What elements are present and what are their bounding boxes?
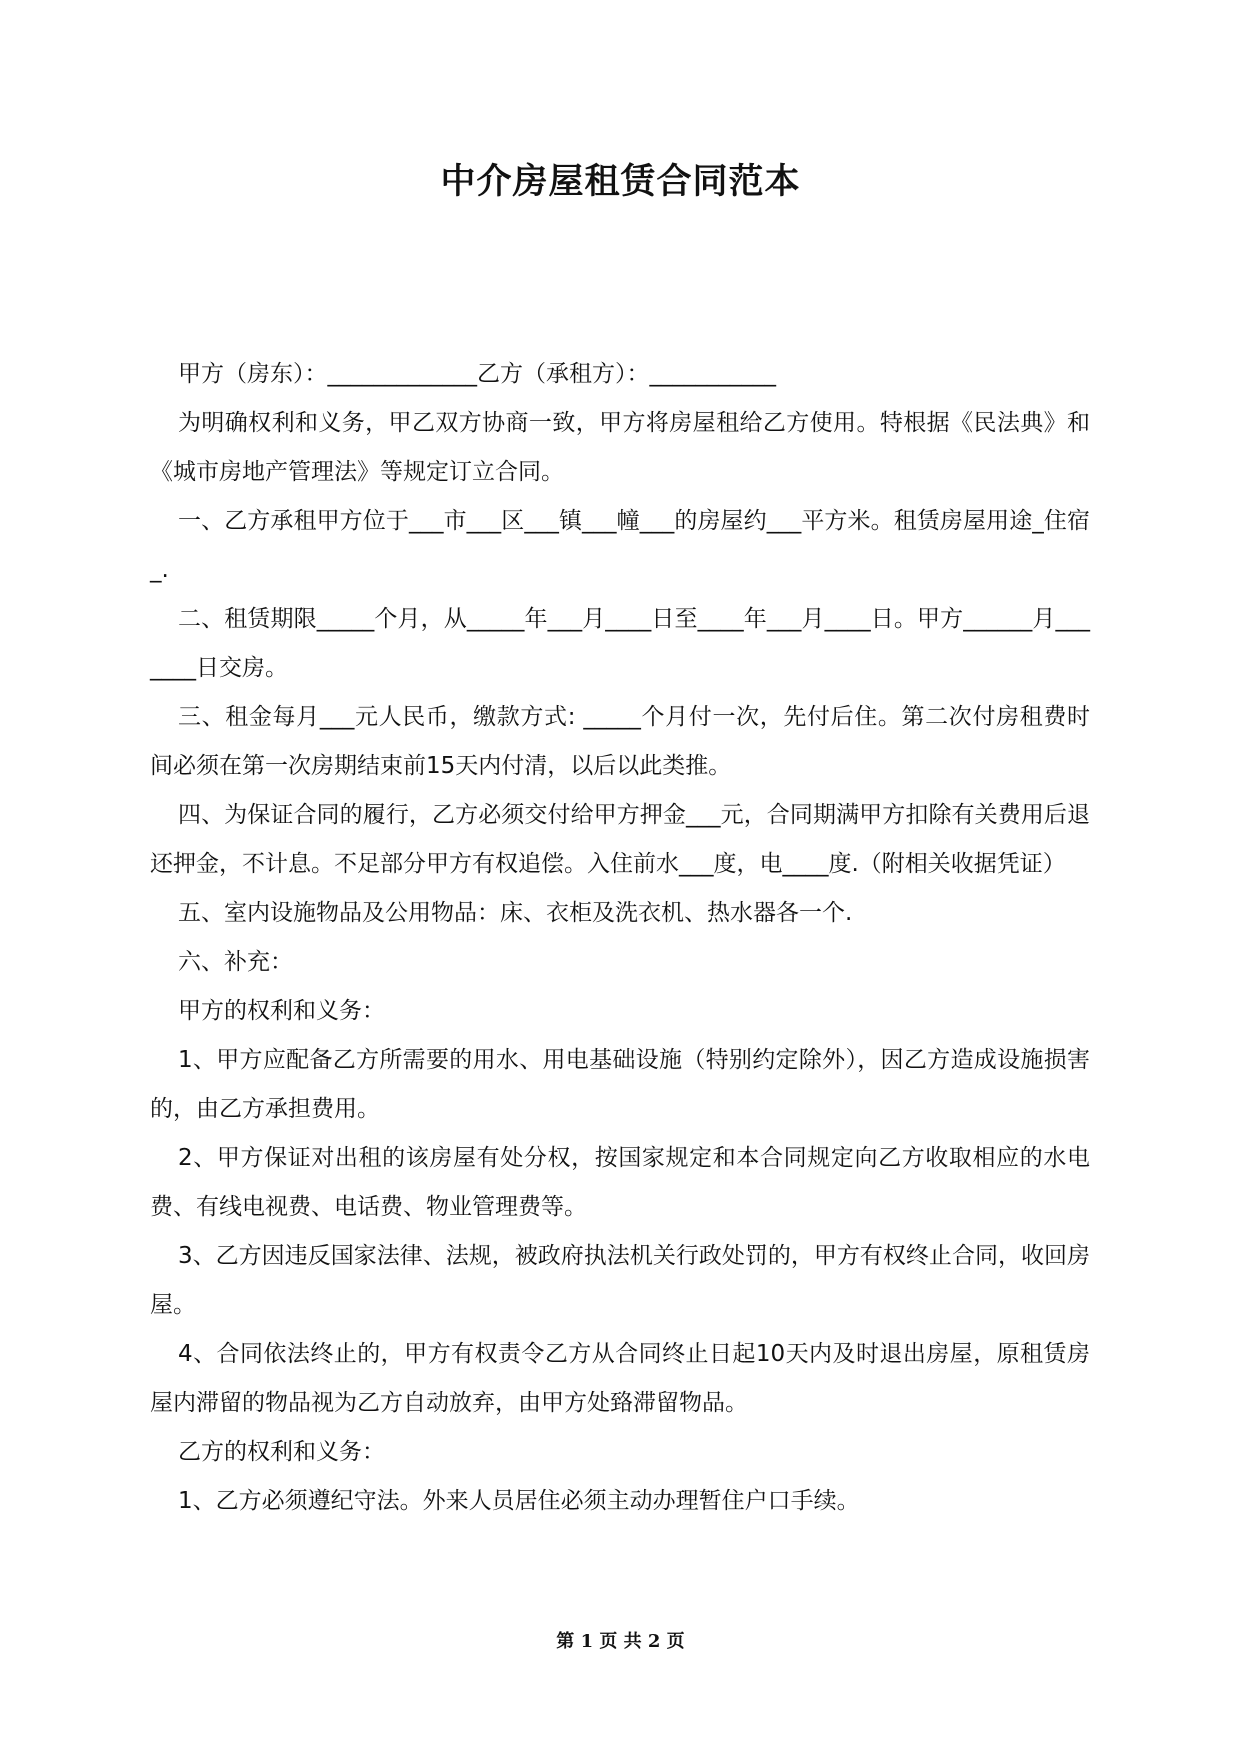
clause-4-paragraph: 四、为保证合同的履行，乙方必须交付给甲方押金___元，合同期满甲方扣除有关费用后退还押金，不计息。不足部分甲方有权追偿。入住前水___度，电____度.（附相关收据凭证） [150, 802, 1090, 877]
clause-3-paragraph: 三、租金每月___元人民币，缴款方式: _____个月付一次，先付后住。第二次付房租费时间必须在第一次房期结束前15天内付清，以后以此类推。 [150, 704, 1090, 779]
party-a-item-1: 1、甲方应配备乙方所需要的用水、用电基础设施（特别约定除外），因乙方造成设施损害的，由乙方承担费用。 [150, 1047, 1090, 1122]
document-title: 中介房屋租赁合同范本 [440, 162, 801, 202]
party-line: 甲方（房东）：_____________乙方（承租方）：___________ [178, 361, 776, 387]
party-a-item-2: 2、甲方保证对出租的该房屋有处分权，按国家规定和本合同规定向乙方收取相应的水电费、有线电视费、电话费、物业管理费等。 [150, 1145, 1090, 1220]
clause-5-paragraph: 五、室内设施物品及公用物品：床、衣柜及洗衣机、热水器各一个. [178, 900, 853, 926]
clause-6-heading: 六、补充： [178, 949, 293, 975]
clause-1-paragraph: 一、乙方承租甲方位于___市___区___镇___幢___的房屋约___平方米。租赁房屋用途_住宿_. [150, 508, 1090, 583]
document-body [150, 350, 1090, 1526]
party-b-rights-heading: 乙方的权利和义务： [178, 1439, 385, 1465]
preamble-paragraph: 为明确权利和义务，甲乙双方协商一致，甲方将房屋租给乙方使用。特根据《民法典》和《城市房地产管理法》等规定订立合同。 [150, 410, 1090, 485]
clause-2-paragraph: 二、租赁期限_____个月，从_____年___月____日至____年___月____日。甲方______月_______日交房。 [150, 606, 1090, 681]
party-a-item-3: 3、乙方因违反国家法律、法规，被政府执法机关行政处罚的，甲方有权终止合同，收回房屋。 [150, 1243, 1090, 1318]
page-footer: 第 1 页 共 2 页 [556, 1631, 685, 1652]
party-a-rights-heading: 甲方的权利和义务： [178, 998, 385, 1024]
party-b-item-1: 1、乙方必须遵纪守法。外来人员居住必须主动办理暂住户口手续。 [178, 1488, 860, 1514]
party-a-item-4: 4、合同依法终止的，甲方有权责令乙方从合同终止日起10天内及时退出房屋，原租赁房屋内滞留的物品视为乙方自动放弃，由甲方处臵滞留物品。 [150, 1341, 1090, 1416]
